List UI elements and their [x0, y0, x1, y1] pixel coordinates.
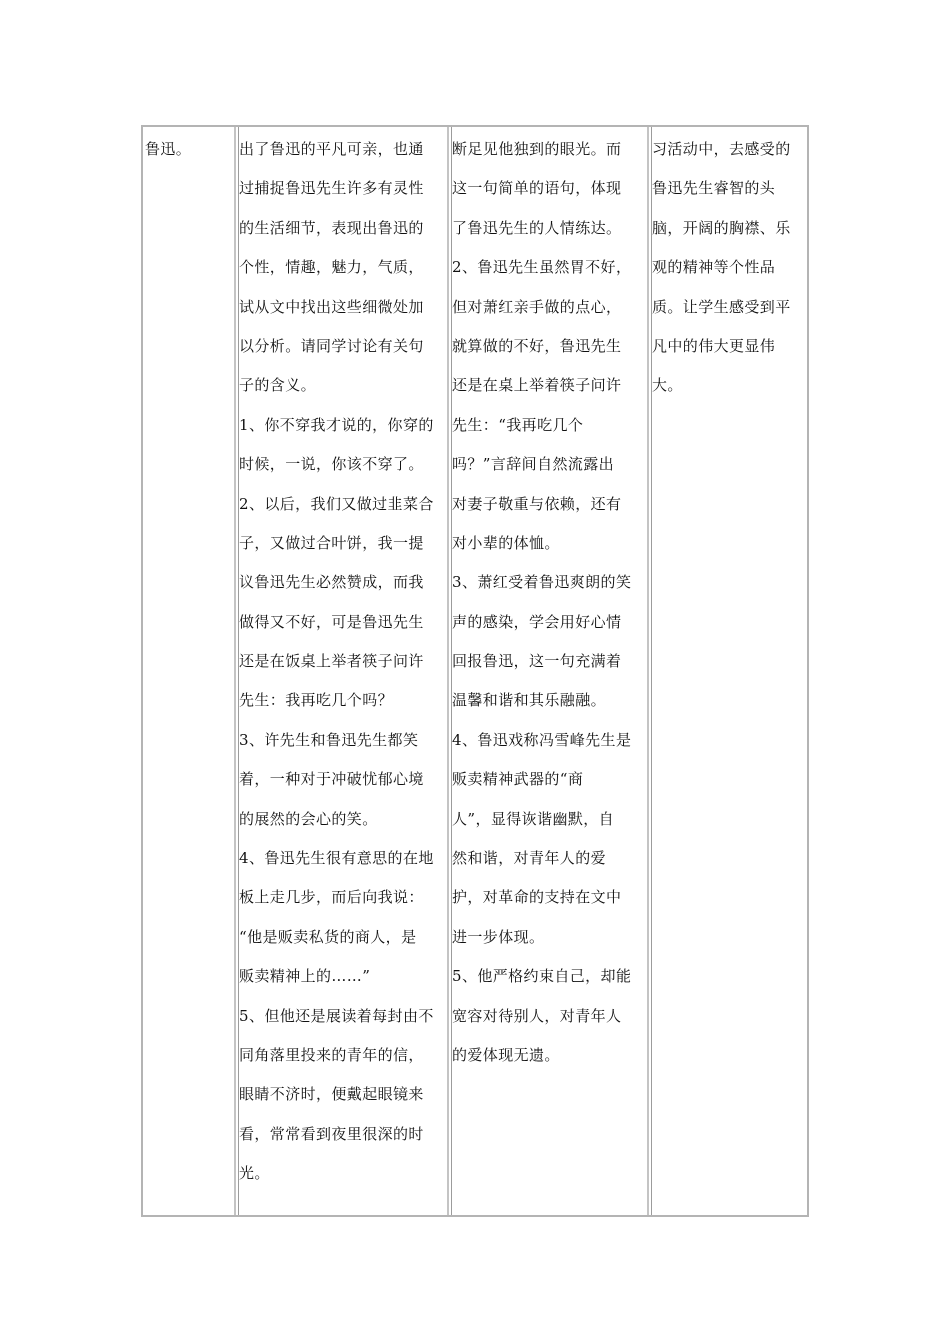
- text-line: 的爱体现无遗。: [452, 1045, 560, 1064]
- text-line: 进一步体现。: [452, 927, 545, 946]
- column-topic-lines: [143, 130, 234, 169]
- text-line: 贩卖精神上的……”: [239, 967, 371, 986]
- text-line: 子的含义。: [239, 376, 317, 395]
- text-line: 4、鲁迅先生很有意思的在地: [239, 849, 434, 868]
- text-line: 对妻子敬重与依赖，还有: [452, 494, 622, 513]
- text-line: 吗？”言辞间自然流露出: [452, 455, 615, 474]
- text-line: 了鲁迅先生的人情练达。: [452, 218, 622, 237]
- text-line: 出了鲁迅的平凡可亲，也通: [239, 140, 424, 158]
- text-line: 做得又不好，可是鲁迅先生: [239, 612, 424, 631]
- text-line: 习活动中，去感受的: [652, 140, 791, 158]
- text-line: 先生：“我再吃几个: [452, 415, 584, 434]
- text-line: 2、鲁迅先生虽然胃不好，: [452, 258, 632, 277]
- text-line: “他是贩卖私货的商人，是: [239, 927, 417, 946]
- text-line: 的生活细节，表现出鲁迅的: [239, 218, 424, 237]
- text-line: 光。: [239, 1164, 270, 1183]
- text-line: 试从文中找出这些细微处加: [239, 297, 424, 316]
- cell-rule: [651, 127, 652, 1215]
- text-line: 护，对革命的支持在文中: [452, 888, 622, 907]
- column-activity-lines: [236, 130, 447, 1194]
- lesson-table: [141, 125, 809, 1217]
- text-line: 看，常常看到夜里很深的时: [239, 1124, 424, 1143]
- text-line: 大。: [652, 376, 683, 395]
- text-line: 对小辈的体恤。: [452, 533, 560, 552]
- text-line: 声的感染，学会用好心情: [452, 612, 622, 631]
- text-line: 温馨和谐和其乐融融。: [452, 691, 607, 710]
- text-line: 这一句简单的语句，体现: [452, 179, 622, 198]
- text-line: 个性，情趣，魅力，气质，: [239, 258, 424, 277]
- text-line: 宽容对待别人，对青年人: [452, 1006, 622, 1025]
- text-line: 就算做的不好，鲁迅先生: [452, 336, 622, 355]
- text-line: 板上走几步，而后向我说：: [239, 888, 424, 907]
- text-line: 凡中的伟大更显伟: [652, 336, 776, 355]
- text-line: 质。让学生感受到平: [652, 297, 791, 316]
- text-line: 子，又做过合叶饼，我一提: [239, 533, 424, 552]
- text-line: 4、鲁迅戏称冯雪峰先生是: [452, 730, 632, 749]
- text-line: 脑，开阔的胸襟、乐: [652, 218, 791, 237]
- text-line: 过捕捉鲁迅先生许多有灵性: [239, 179, 424, 198]
- table-column-analysis: [447, 127, 647, 1215]
- text-line: 人”，显得诙谐幽默，自: [452, 809, 615, 828]
- column-analysis-lines: [449, 130, 647, 1075]
- text-line: 先生：我再吃几个吗？: [239, 691, 394, 710]
- text-line: 3、许先生和鲁迅先生都笑: [239, 730, 419, 749]
- column-goal-lines: [649, 130, 807, 406]
- text-line: 但对萧红亲手做的点心，: [452, 297, 622, 316]
- text-line: 以分析。请同学讨论有关句: [239, 336, 424, 355]
- text-line: 时候，一说，你该不穿了。: [239, 455, 424, 474]
- table-column-topic: [143, 127, 234, 1215]
- text-line: 1、你不穿我才说的，你穿的: [239, 415, 434, 434]
- text-line: 断足见他独到的眼光。而: [452, 140, 622, 158]
- text-line: 回报鲁迅，这一句充满着: [452, 652, 622, 671]
- text-line: 同角落里投来的青年的信，: [239, 1045, 424, 1064]
- text-line: 贩卖精神武器的“商: [452, 770, 584, 789]
- text-line: 2、以后，我们又做过韭菜合: [239, 494, 434, 513]
- cell-rule: [238, 127, 239, 1215]
- text-line: 然和谐，对青年人的爱: [452, 849, 607, 868]
- text-line: 议鲁迅先生必然赞成，而我: [239, 573, 424, 592]
- table-column-goal: [647, 127, 807, 1215]
- text-line: 3、萧红受着鲁迅爽朗的笑: [452, 573, 632, 592]
- text-line: 还是在饭桌上举者筷子问许: [239, 652, 424, 671]
- text-line: 着，一种对于冲破忧郁心境: [239, 770, 424, 789]
- cell-rule: [451, 127, 452, 1215]
- text-line: 眼睛不济时，便戴起眼镜来: [239, 1085, 424, 1104]
- text-line: 5、但他还是展读着每封由不: [239, 1006, 434, 1025]
- text-line: 鲁迅先生睿智的头: [652, 179, 776, 198]
- text-line: 观的精神等个性品: [652, 258, 776, 277]
- table-column-activity: [234, 127, 447, 1215]
- text-line: 5、他严格约束自己，却能: [452, 967, 632, 986]
- text-line: 的展然的会心的笑。: [239, 809, 378, 828]
- text-line: 鲁迅。: [145, 140, 192, 158]
- text-line: 还是在桌上举着筷子问许: [452, 376, 622, 395]
